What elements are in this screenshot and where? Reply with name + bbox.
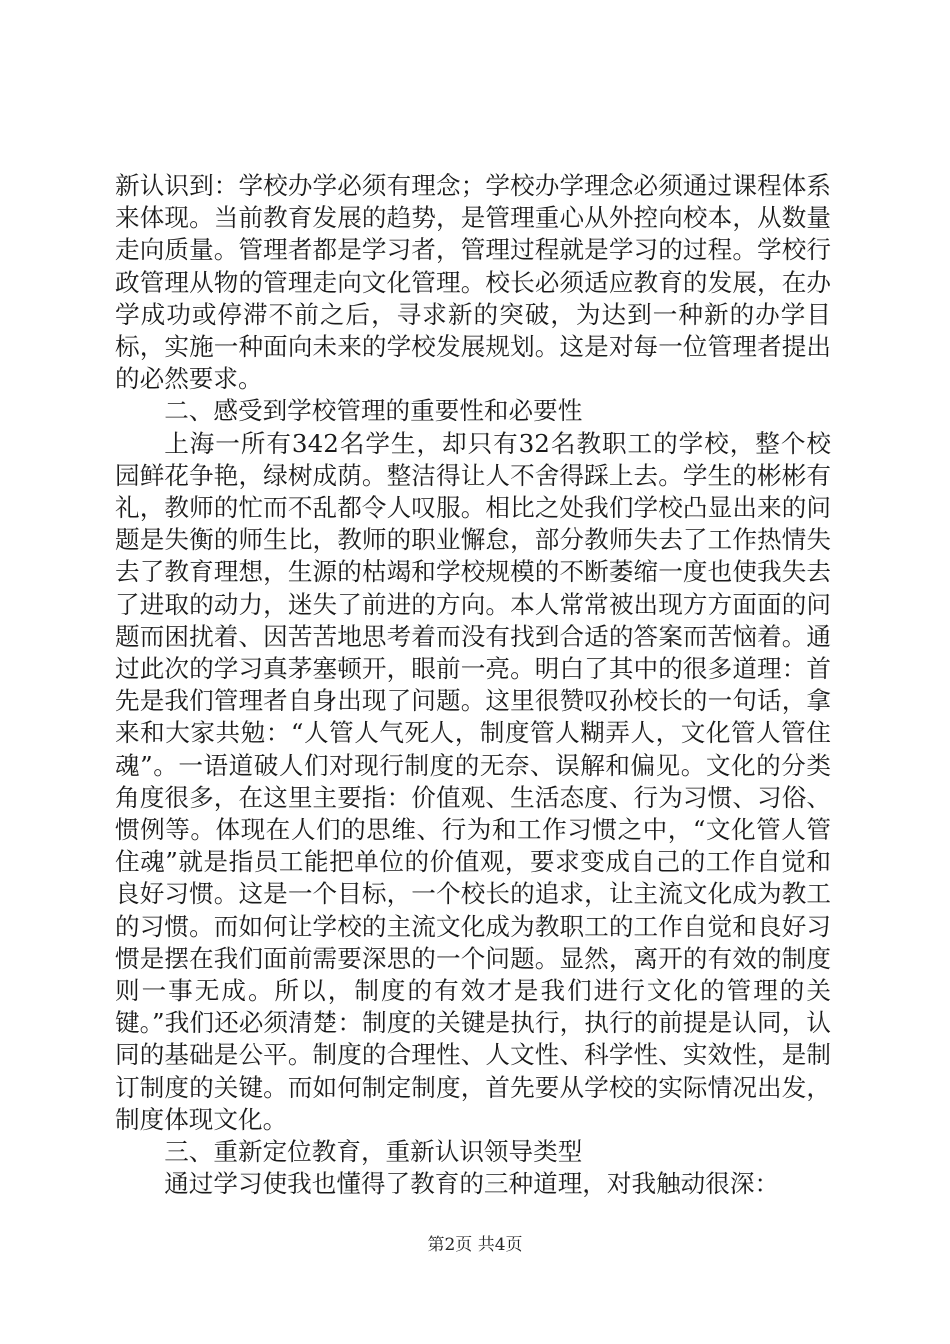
page-number-label: 第2页 共4页 xyxy=(427,1235,523,1255)
document-body xyxy=(115,170,831,1201)
page-footer xyxy=(0,1230,950,1255)
paragraph-section-2: 上海一所有342名学生，却只有32名教职工的学校，整个校园鲜花争艳，绿树成荫。整洁得让人不舍得踩上去。学生的彬彬有礼，教师的忙而不乱都令人叹服。相比之处我们学校凸显出来的问题是失衡的师生比，教师的职业懈怠，部分教师失去了工作热情失去了教育理想，生源的枯竭和学校规模的不断萎缩一度也使我失去了进取的动力，迷失了前进的方向。本人常常被出现方方面面的问题而困扰着、因苦苦地思考着而没有找到合适的答案而苦恼着。通过此次的学习真茅塞顿开，眼前一亮。明白了其中的很多道理：首先是我们管理者自身出现了问题。这里很赞叹孙校长的一句话，拿来和大家共勉：“人管人气死人，制度管人糊弄人，文化管人管住魂”。一语道破人们对现行制度的无奈、误解和偏见。文化的分类角度很多，在这里主要指：价值观、生活态度、行为习惯、习俗、惯例等。体现在人们的思维、行为和工作习惯之中，“文化管人管住魂”就是指员工能把单位的价值观，要求变成自己的工作自觉和良好习惯。这是一个目标，一个校长的追求，让主流文化成为教工的习惯。而如何让学校的主流文化成为教职工的工作自觉和良好习惯是摆在我们面前需要深思的一个问题。显然，离开的有效的制度则一事无成。所以，制度的有效才是我们进行文化的管理的关键。”我们还必须清楚：制度的关键是执行，执行的前提是认同，认同的基础是公平。制度的合理性、人文性、科学性、实效性，是制订制度的关键。而如何制定制度，首先要从学校的实际情况出发，制度体现文化。 xyxy=(115,428,831,1134)
paragraph-intro: 新认识到：学校办学必须有理念；学校办学理念必须通过课程体系来体现。当前教育发展的趋势，是管理重心从外控向校本，从数量走向质量。管理者都是学习者，管理过程就是学习的过程。学校行政管理从物的管理走向文化管理。校长必须适应教育的发展，在办学成功或停滞不前之后，寻求新的突破，为达到一种新的办学目标，实施一种面向未来的学校发展规划。这是对每一位管理者提出的必然要求。 xyxy=(115,171,831,394)
section-heading-2: 二、感受到学校管理的重要性和必要性 xyxy=(164,396,583,426)
section-heading-3: 三、重新定位教育，重新认识领导类型 xyxy=(164,1137,583,1167)
paragraph-section-3: 通过学习使我也懂得了教育的三种道理，对我触动很深： xyxy=(164,1169,780,1199)
